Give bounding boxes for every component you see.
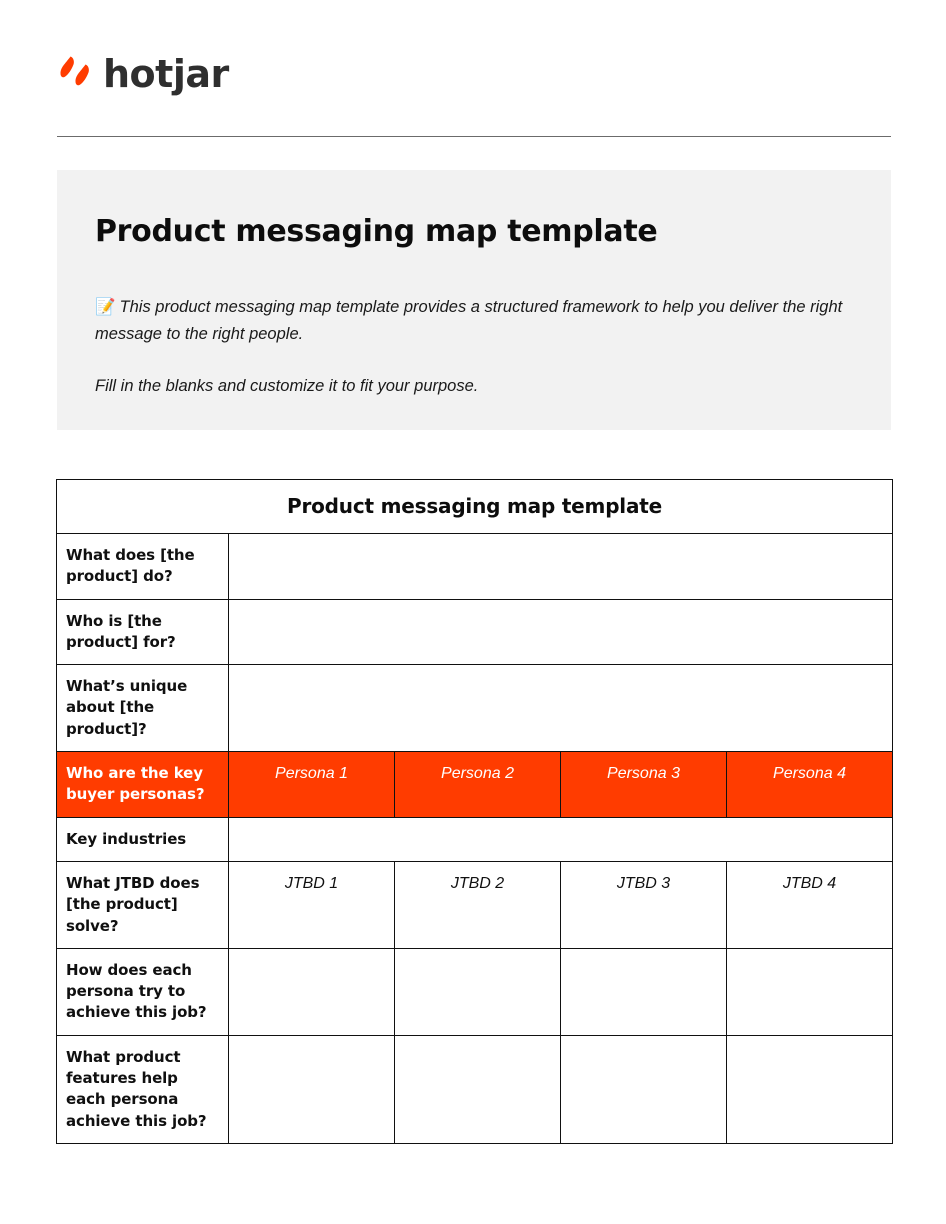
page-header: [57, 44, 891, 104]
memo-icon: 📝: [95, 298, 116, 316]
row-label: How does each persona try to achieve this job?: [57, 948, 229, 1035]
table-row: [57, 665, 893, 752]
features-cell-1[interactable]: [229, 1035, 395, 1143]
table-title: Product messaging map template: [57, 480, 893, 534]
approach-cell-4[interactable]: [727, 948, 893, 1035]
table-title-row: [57, 480, 893, 534]
row-label: What product features help each persona achieve this job?: [57, 1035, 229, 1143]
features-cell-4[interactable]: [727, 1035, 893, 1143]
table-row-jtbd: [57, 861, 893, 948]
table-row: [57, 1035, 893, 1143]
features-cell-2[interactable]: [395, 1035, 561, 1143]
row-value-full[interactable]: [229, 599, 893, 665]
persona-cell-3[interactable]: Persona 3: [561, 752, 727, 818]
jtbd-cell-4[interactable]: JTBD 4: [727, 861, 893, 948]
approach-cell-1[interactable]: [229, 948, 395, 1035]
persona-cell-2[interactable]: Persona 2: [395, 752, 561, 818]
intro-paragraph-1-text: This product messaging map template provides a structured framework to help you deliver the right message to the right people.: [95, 298, 843, 343]
intro-panel: [57, 170, 891, 430]
persona-cell-4[interactable]: Persona 4: [727, 752, 893, 818]
approach-cell-2[interactable]: [395, 948, 561, 1035]
table-row: [57, 817, 893, 861]
row-label: Key industries: [57, 817, 229, 861]
row-label: Who is [the product] for?: [57, 599, 229, 665]
messaging-map-table: [56, 479, 893, 1144]
row-label: What does [the product] do?: [57, 534, 229, 600]
hotjar-logo: [57, 54, 229, 94]
hotjar-wordmark: hotjar: [103, 52, 229, 96]
row-label: Who are the key buyer personas?: [57, 752, 229, 818]
row-label: What JTBD does [the product] solve?: [57, 861, 229, 948]
jtbd-cell-2[interactable]: JTBD 2: [395, 861, 561, 948]
intro-paragraph-1: [95, 294, 853, 347]
messaging-map-table-wrap: [56, 479, 892, 1144]
table-row-personas: [57, 752, 893, 818]
jtbd-cell-3[interactable]: JTBD 3: [561, 861, 727, 948]
table-row: [57, 948, 893, 1035]
header-divider: [57, 136, 891, 137]
table-row: [57, 534, 893, 600]
row-value-full[interactable]: [229, 665, 893, 752]
table-row: [57, 599, 893, 665]
persona-cell-1[interactable]: Persona 1: [229, 752, 395, 818]
intro-paragraph-2: Fill in the blanks and customize it to fit your purpose.: [95, 377, 479, 396]
row-value-full[interactable]: [229, 817, 893, 861]
row-value-full[interactable]: [229, 534, 893, 600]
jtbd-cell-1[interactable]: JTBD 1: [229, 861, 395, 948]
page-title: Product messaging map template: [95, 214, 658, 249]
row-label: What’s unique about [the product]?: [57, 665, 229, 752]
approach-cell-3[interactable]: [561, 948, 727, 1035]
hotjar-flame-icon: [57, 54, 91, 94]
features-cell-3[interactable]: [561, 1035, 727, 1143]
